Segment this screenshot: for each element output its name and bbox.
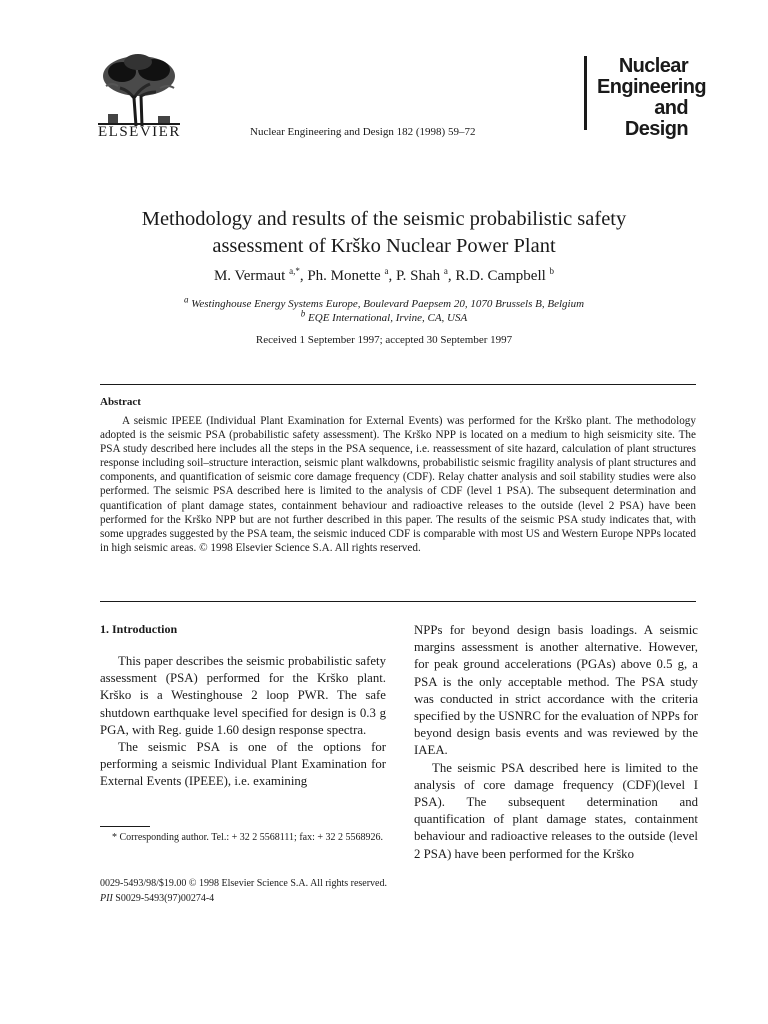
pii-value: S0029-5493(97)00274-4 <box>115 893 215 904</box>
section-heading: 1. Introduction <box>100 622 178 636</box>
author-affiliation-mark: a <box>384 266 389 276</box>
divider <box>100 384 696 385</box>
right-column <box>414 622 698 863</box>
affiliation-mark: a <box>183 294 189 305</box>
article-title: Methodology and results of the seismic probabilistic safety assessment of Krško Nuclear Power Plant <box>141 208 627 257</box>
received-dates: Received 1 September 1997; accepted 30 September 1997 <box>255 334 513 346</box>
body-paragraph: The seismic PSA described here is limited to the analysis of core damage frequency (CDF)(level I PSA). The subsequent determination and quantification of plant damage states, containment behaviour and radioactive releases to the outside (level 2 PSA) have been performed for the Krško <box>414 760 698 861</box>
abstract-text: A seismic IPEEE (Individual Plant Examination for External Events) was performed for the Krško plant. The methodology adopted is the seismic PSA (probabilistic safety assessment). The Krško NPP is located on a medium to high seismicity site. The PSA study described here includes all the steps in the PSA sequence, i.e. reassessment of site hazard, calculation of plant structures response including soil–structure interaction, seismic plant walkdowns, probabilistic seismic fragility analysis of plant structures and components, and quantification of seismic core damage frequency (CDF). Relay chatter analysis and soil stability studies were also performed. The seismic PSA described here is limited to the analysis of CDF (level 1 PSA). The subsequent determination and quantification of plant damage states, containment behaviour and radioactive releases to the outside (level 2 PSA) have been performed for the Krško NPP but are not further described in this paper. The results of the seismic PSA study indicates that, with some upgrades suggested by the PSA team, the seismic induced CDF is comparable with most US and Western Europe NPPs located in high seismic areas. © 1998 Elsevier Science S.A. All rights reserved. <box>100 415 696 554</box>
pii-line <box>100 893 214 904</box>
affiliation <box>100 308 668 324</box>
affiliation <box>100 294 668 310</box>
author-name: Ph. Monette <box>307 268 381 284</box>
author-name: R.D. Campbell <box>455 268 546 284</box>
footnote: * Corresponding author. Tel.: + 32 2 5568111; fax: + 32 2 5568926. <box>112 832 384 843</box>
pii-label: PII <box>100 893 113 904</box>
body-paragraph: NPPs for beyond design basis loadings. A seismic margins assessment is another alternative. However, for peak ground accelerations (PGAs) above 0.5 g, a PSA is the only acceptable method. The PSA study was conducted in strict accordance with the criteria specified by the USNRC for the evaluation of NPPs for beyond design basis events and was reviewed by the IAEA. <box>414 623 698 758</box>
affiliation-text: Westinghouse Energy Systems Europe, Boulevard Paepsem 20, 1070 Brussels B, Belgium <box>191 298 585 310</box>
publisher-name: ELSEVIER <box>98 124 181 140</box>
author-affiliation-mark: a,* <box>289 266 300 276</box>
affiliation-text: EQE International, Irvine, CA, USA <box>308 312 468 324</box>
author-list: M. Vermaut $^{a,*}$, Ph. Monette $^a$, P. Shah $^a$, R.D. Campbell $^b$ <box>213 266 555 284</box>
copyright-line: 0029-5493/98/$19.00 © 1998 Elsevier Science S.A. All rights reserved. <box>100 878 387 889</box>
author-affiliation-mark: b <box>549 266 555 276</box>
body-paragraph: The seismic PSA is one of the options for performing a seismic Individual Plant Examination for External Events (IPEEE), i.e. examining <box>100 740 386 789</box>
left-column <box>100 622 386 791</box>
journal-citation: Nuclear Engineering and Design 182 (1998) 59–72 <box>250 126 476 138</box>
body-paragraph: This paper describes the seismic probabilistic safety assessment (PSA) performed for the Krško plant. Krško is a Westinghouse 2 loop PWR. The safe shutdown earthquake level specified for design is 0.3 g PGA, with Reg. guide 1.60 design response spectra. <box>100 654 386 737</box>
author-affiliation-mark: a <box>443 266 448 276</box>
author-name: M. Vermaut <box>213 268 286 284</box>
elsevier-tree-logo-icon <box>98 52 180 126</box>
footnote-divider <box>100 826 150 827</box>
journal-title: Nuclear Engineering and Design <box>597 55 706 140</box>
divider <box>100 601 696 602</box>
abstract-heading: Abstract <box>100 396 141 408</box>
journal-logo <box>584 55 706 140</box>
author-name: P. Shah <box>395 268 441 284</box>
affiliation-mark: b <box>300 308 306 319</box>
